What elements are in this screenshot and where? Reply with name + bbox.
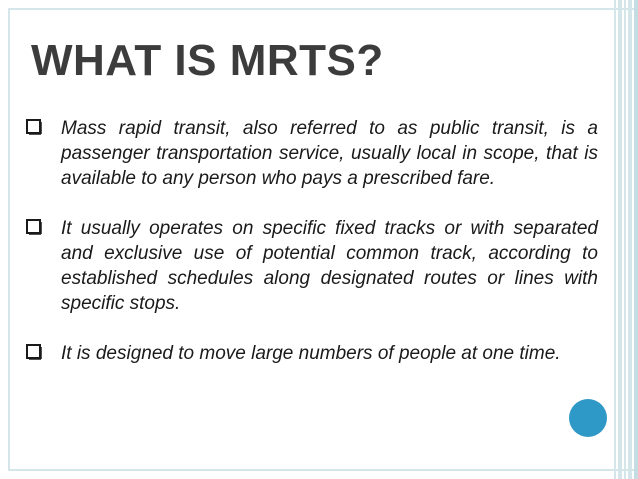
bullet-item <box>26 341 598 366</box>
slide-title: WHAT IS MRTS? <box>31 36 384 85</box>
bullet-item <box>26 116 598 191</box>
bullet-text: It usually operates on specific fixed tracks or with separated and exclusive use of potential common track, according to established schedules along designated routes or lines with specific stops. <box>61 218 598 314</box>
checkbox-square-icon <box>26 344 42 360</box>
bullet-text: It is designed to move large numbers of people at one time. <box>61 343 561 364</box>
frame-left-line <box>8 8 10 471</box>
checkbox-square-icon <box>26 219 42 235</box>
bullet-item <box>26 216 598 316</box>
accent-circle <box>569 399 607 437</box>
decorative-side-stripes <box>612 0 638 479</box>
checkbox-square-icon <box>26 119 42 135</box>
frame-bottom-line <box>8 469 638 471</box>
frame-top-line <box>8 8 638 10</box>
bullet-text: Mass rapid transit, also referred to as public transit, is a passenger transportation service, usually local in scope, that is available to any person who pays a prescribed fare. <box>61 118 598 189</box>
bullet-list <box>26 116 598 366</box>
